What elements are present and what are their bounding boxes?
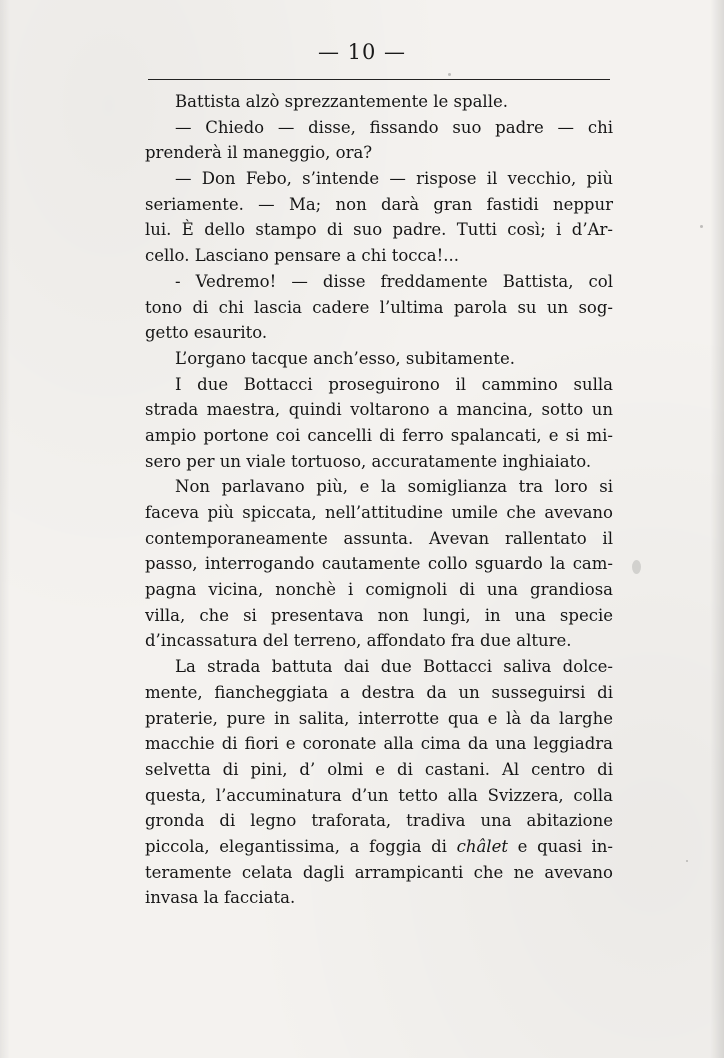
text-line	[145, 372, 613, 398]
text-line	[145, 885, 613, 911]
text-line-content: ampio portone coi cancelli di ferro spalancati, e si mi-	[145, 425, 613, 445]
text-line	[145, 577, 613, 603]
text-line	[145, 269, 613, 295]
text-line	[145, 320, 613, 346]
text-line	[145, 551, 613, 577]
text-line-continuation: e quasi in-	[517, 836, 614, 856]
text-line-content: piccola, elegantissima, a foggia di	[145, 836, 447, 856]
text-line-content: prenderà il maneggio, ora?	[145, 143, 373, 163]
text-line	[145, 706, 613, 732]
page-number: — 10 —	[317, 40, 407, 64]
page-shadow-left	[0, 0, 10, 1058]
text-line-content: La strada battuta dai due Bottacci saliva dolce-	[175, 657, 613, 677]
text-line-content: strada maestra, quindi voltarono a mancina, sotto un	[145, 400, 613, 420]
text-line	[145, 603, 613, 629]
text-line	[145, 628, 613, 654]
text-line-content: questa, l’accuminatura d’un tetto alla Svizzera, colla	[145, 785, 613, 805]
text-line-content: praterie, pure in salita, interrotte qua e là da larghe	[145, 708, 613, 728]
header-rule	[148, 79, 610, 80]
text-line	[145, 295, 613, 321]
text-line	[145, 346, 613, 372]
text-line	[145, 783, 613, 809]
text-line-content: seriamente. — Ma; non darà gran fastidi neppur	[145, 194, 613, 214]
text-line-content: villa, che si presentava non lungi, in una specie	[145, 605, 613, 625]
text-line	[145, 526, 613, 552]
text-line-content: — Don Febo, s’intende — rispose il vecchio, più	[175, 169, 613, 189]
text-line	[145, 731, 613, 757]
page-shadow-right	[710, 0, 724, 1058]
text-line	[145, 217, 613, 243]
text-line-content: contemporaneamente assunta. Avevan rallentato il	[145, 528, 613, 548]
text-line-content: I due Bottacci proseguirono il cammino sulla	[175, 374, 613, 394]
text-line-content: Battista alzò sprezzantemente le spalle.	[175, 92, 508, 111]
text-line	[145, 192, 613, 218]
text-line	[145, 860, 613, 886]
text-line-content: mente, fiancheggiata a destra da un susseguirsi di	[145, 682, 613, 702]
text-line	[145, 808, 613, 834]
text-line-content: sero per un viale tortuoso, accuratamente inghiaiato.	[145, 451, 592, 471]
text-line	[145, 89, 613, 115]
paper-speck	[686, 860, 688, 862]
text-line-content: d’incassatura del terreno, affondato fra due alture.	[145, 631, 572, 651]
text-line-content: tono di chi lascia cadere l’ultima parola su un sog-	[145, 297, 613, 317]
text-line	[145, 500, 613, 526]
text-line-content: cello. Lasciano pensare a chi tocca!...	[145, 246, 459, 266]
paper-speck	[632, 560, 641, 574]
text-line	[145, 834, 613, 860]
text-line	[145, 757, 613, 783]
text-line-content: - Vedremo! — disse freddamente Battista, col	[175, 271, 613, 291]
text-line-content: teramente celata dagli arrampicanti che ne avevano	[145, 862, 613, 882]
text-line	[145, 140, 613, 166]
paper-speck	[700, 225, 703, 228]
text-line-content: faceva più spiccata, nell’attitudine umile che avevano	[145, 503, 613, 522]
text-line-content: Non parlavano più, e la somiglianza tra loro si	[175, 477, 613, 497]
text-line-content: selvetta di pini, d’ olmi e di castani. Al centro di	[145, 759, 613, 779]
text-line	[145, 449, 613, 475]
text-line	[145, 654, 613, 680]
text-line	[145, 680, 613, 706]
text-line	[145, 115, 613, 141]
italic-word: châlet	[456, 836, 508, 856]
text-line	[145, 474, 613, 500]
text-line	[145, 166, 613, 192]
text-line	[145, 243, 613, 269]
text-line-content: L’organo tacque anch’esso, subitamente.	[175, 348, 515, 368]
text-line-content: macchie di fiori e coronate alla cima da una leggiadra	[145, 734, 613, 754]
text-line	[145, 397, 613, 423]
text-line-content: passo, interrogando cautamente collo sguardo la cam-	[145, 554, 613, 574]
text-line	[145, 423, 613, 449]
text-line-content: — Chiedo — disse, fissando suo padre — chi	[175, 117, 613, 137]
text-line-content: invasa la facciata.	[145, 888, 296, 908]
body-text	[145, 89, 613, 911]
text-line-content: gronda di legno traforata, tradiva una abitazione	[145, 811, 613, 831]
text-line-content: getto esaurito.	[145, 323, 268, 343]
text-line-content: lui. È dello stampo di suo padre. Tutti così; i d’Ar-	[145, 220, 613, 240]
text-line-content: pagna vicina, nonchè i comignoli di una grandiosa	[145, 580, 613, 600]
paper-speck	[448, 73, 451, 76]
